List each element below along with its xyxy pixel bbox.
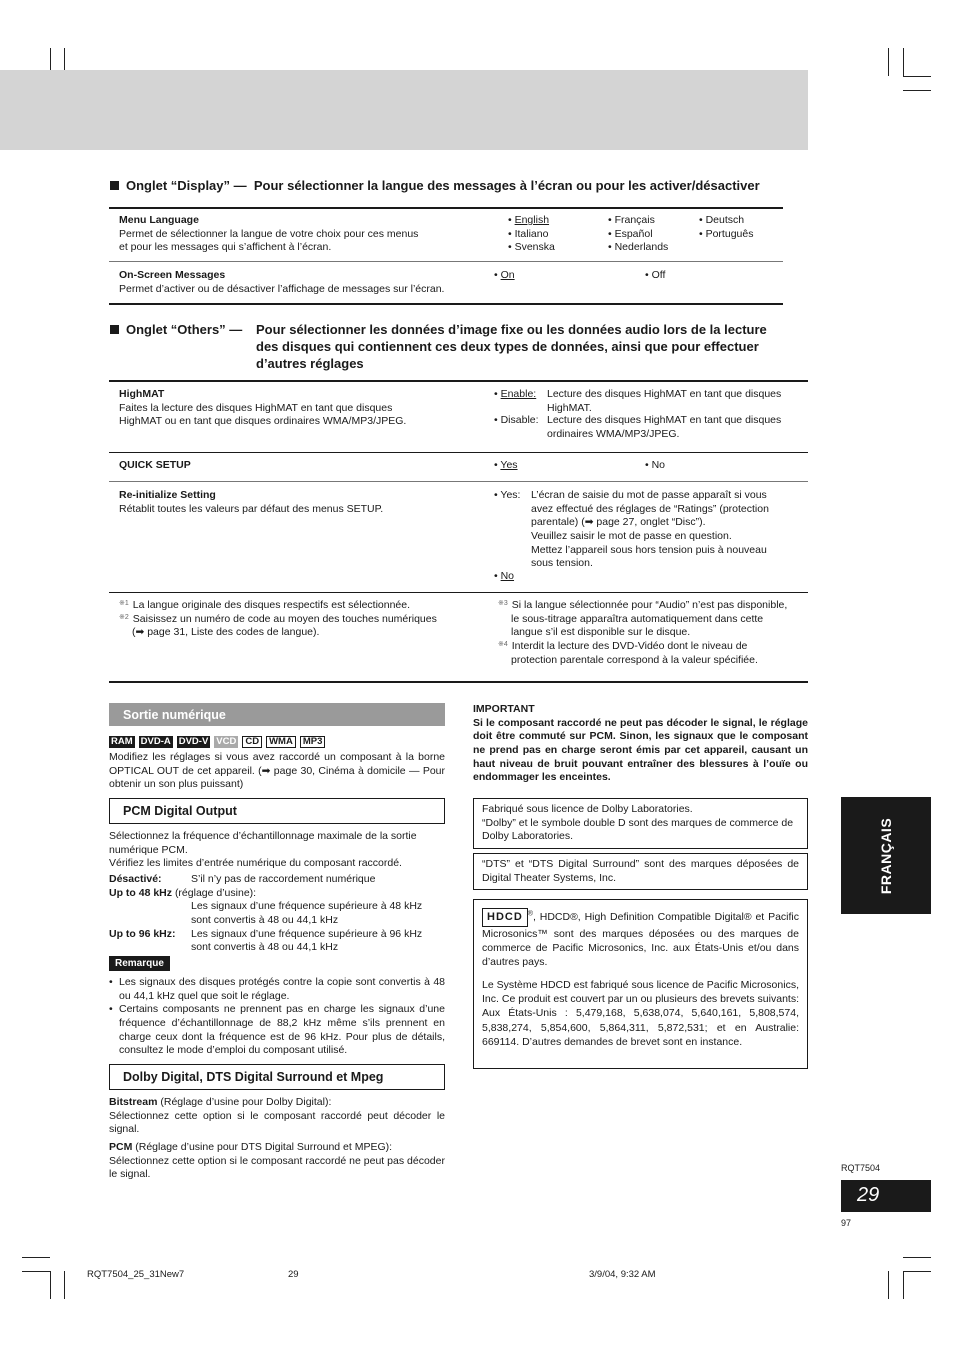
option-francais: • Français — [608, 214, 655, 226]
option-no: • No — [645, 459, 666, 471]
remarque-label: Remarque — [109, 956, 170, 971]
remarque-list: • Les signaux des disques protégés contre la copie sont convertis à 48 ou 44,1 kHz quel que soit le réglage. • Certains composants ne prennent pas en charge les signaux d’une fréquence d’échantillonnage de 88,2 kHz même s’ils prennent en charge ceux dont la fréquence est de 96 kHz. Pour plus de détails, consultez le mode d’emploi du composant utilisé. — [109, 976, 445, 1057]
on-screen-messages-row: On-Screen Messages Permet d’activer ou de désactiver l’affichage de messages sur l’écran. — [119, 269, 445, 295]
important-block: IMPORTANT Si le composant raccordé ne peut pas décoder le signal, le réglage doit être commuté sur PCM. Sinon, les signaux que le composant ne prend pas en charge seront émis par cet appareil, causant un haut niveau de bruit pouvant entraîner des blessures à l’ouïe ou endommager les enceintes. — [473, 703, 808, 784]
option-svenska: • Svenska — [508, 241, 555, 253]
badge-dvd-v: DVD-V — [178, 736, 209, 747]
dolby-title: Dolby Digital, DTS Digital Surround et Mpeg — [109, 1064, 445, 1090]
display-heading: Onglet “Display” — Pour sélectionner la langue des messages à l’écran ou pour les activer/désactiver — [110, 177, 810, 194]
option-enable: • Enable: — [494, 388, 537, 400]
badge-ram: RAM — [111, 736, 133, 747]
pcm-body: Sélectionnez la fréquence d’échantillonnage maximale de la sortie numérique PCM. Vérifiez les limites d’entrée numérique du composant raccordé. — [109, 830, 417, 870]
option-espanol: • Español — [608, 228, 653, 240]
menu-language-row: Menu Language Permet de sélectionner la langue de votre choix pour ces menus et pour les messages qui s’affichent à l’écran. — [119, 214, 419, 254]
option-yes: • Yes — [494, 459, 518, 471]
option-italiano: • Italiano — [508, 228, 549, 240]
option-off: • Off — [645, 269, 666, 281]
option-deutsch: • Deutsch — [699, 214, 745, 226]
option-english: • English — [508, 214, 550, 226]
badge-vcd: VCD — [216, 736, 237, 747]
sortie-intro: Modifiez les réglages si vous avez raccordé un composant à la borne OPTICAL OUT de cet appareil. (➡ page 30, Cinéma à domicile — Pour obtenir un son plus puissant) — [109, 751, 445, 791]
dolby-body: Bitstream (Réglage d’usine pour Dolby Digital): Sélectionnez cette option si le composant raccordé peut décoder le signal. PCM (Réglage d’usine pour DTS Digital Surround et MPEG): Sélectionnez cette option si le composant raccordé ne peut pas décoder le signal. — [109, 1096, 445, 1181]
highmat-row: HighMAT Faites la lecture des disques HighMAT en tant que disques HighMAT ou en tant que disques ordinaires WMA/MP3/JPEG. — [119, 388, 407, 428]
footnotes-left: $^{※1}$ La langue originale des disques respectifs est sélectionnée. $^{※2}$ Saisissez un numéro de code au moyen des touches numériques (➡ page 31, Liste des codes de langue). — [119, 599, 437, 639]
badge-dvd-a: DVD-A — [140, 736, 171, 747]
footnotes-right: $^{※3}$ Si la langue sélectionnée pour “Audio” n’est pas disponible, le sous-titrage apparaîtra automatiquement dans cette langue s’il est disponible sur le disque. $^{※4}$ Interdit la lecture des DVD-Vidéo dont le niveau de protection parentale correspond à la valeur spécifiée. — [498, 599, 788, 666]
reinit-yes-desc: L’écran de saisie du mot de passe apparaît si vous avez effectué des réglages de “Ratings” (protection parentale) (➡ page 27, onglet “Disc”). Veuillez saisir le mot de passe en question. Mettez l’appareil sous hors tension puis à nouveau sous tension. — [531, 489, 769, 570]
footer-date: 3/9/04, 9:32 AM — [589, 1269, 656, 1280]
others-heading: Pour sélectionner les données d’image fixe ou les données audio lors de la lecture des disques qui contiennent ces deux types de données, ainsi que pour effectuer d’autres réglages — [256, 322, 767, 372]
language-tab: FRANÇAIS — [841, 797, 931, 914]
option-nederlands: • Nederlands — [608, 241, 669, 253]
hdcd-logo-icon: HDCD — [482, 908, 528, 927]
footer-page: 29 — [288, 1269, 299, 1280]
option-on: • On — [494, 269, 515, 281]
dolby-license-box: Fabriqué sous licence de Dolby Laboratories. “Dolby” et le symbole double D sont des marques de commerce de Dolby Laboratories. — [473, 798, 808, 849]
square-bullet-icon — [110, 181, 119, 190]
pcm-title: PCM Digital Output — [109, 798, 445, 824]
option-disable: • Disable: — [494, 414, 539, 426]
pcm-options: Désactivé: S’il n’y pas de raccordement numérique Up to 48 kHz (réglage d’usine): Les signaux d’une fréquence supérieure à 48 kHz sont convertis à 48 ou 44,1 kHz Up to 96 kHz: Les signaux d’une fréquence supérieure à 96 kHz sont convertis à 48 ou 44,1 kHz — [109, 873, 423, 954]
model-number: RQT7504 — [841, 1163, 881, 1173]
reinit-row: Re-initialize Setting Rétablit toutes les valeurs par défaut des menus SETUP. — [119, 489, 384, 515]
others-heading-prefix: Onglet “Others” — — [110, 321, 290, 338]
header-band — [0, 70, 808, 150]
dts-box: “DTS” et “DTS Digital Surround” sont des marques déposées de Digital Theater Systems, Inc. — [473, 853, 808, 890]
sortie-banner: Sortie numérique — [109, 703, 445, 726]
hdcd-box: HDCD ®, HDCD®, High Definition Compatible Digital® et Pacific Microsonics™ sont des marques déposées ou des marques de commerce de Pacific Microsonics, Inc. aux États-Unis et/ou dans d’autres pays. Le Système HDCD est fabriqué sous licence de Pacific Microsonics, Inc. Ce produit est couvert par un ou plusieurs des brevets suivants: Aux États-Unis : 5,479,168, 5,638,074, 5,640,161, 5,808,574, 5,838,274, 5,854,600, 5,864,311, 5,872,531; et en Australie: 669114. D’autres demandes de brevet sont en instance. — [473, 899, 808, 1069]
page-number: 29 — [841, 1180, 931, 1212]
badge-cd: CD — [242, 736, 262, 748]
badge-mp3: MP3 — [300, 736, 326, 748]
quick-setup-label: QUICK SETUP — [119, 459, 191, 471]
footer-file: RQT7504_25_31New7 — [87, 1269, 185, 1280]
disc-badges — [109, 735, 329, 749]
square-bullet-icon — [110, 325, 119, 334]
badge-wma: WMA — [266, 736, 296, 748]
option-reinit-no: • No — [494, 570, 515, 582]
option-reinit-yes: • Yes: — [494, 489, 521, 501]
sub-page-number: 97 — [841, 1218, 852, 1228]
option-portugues: • Português — [699, 228, 754, 240]
